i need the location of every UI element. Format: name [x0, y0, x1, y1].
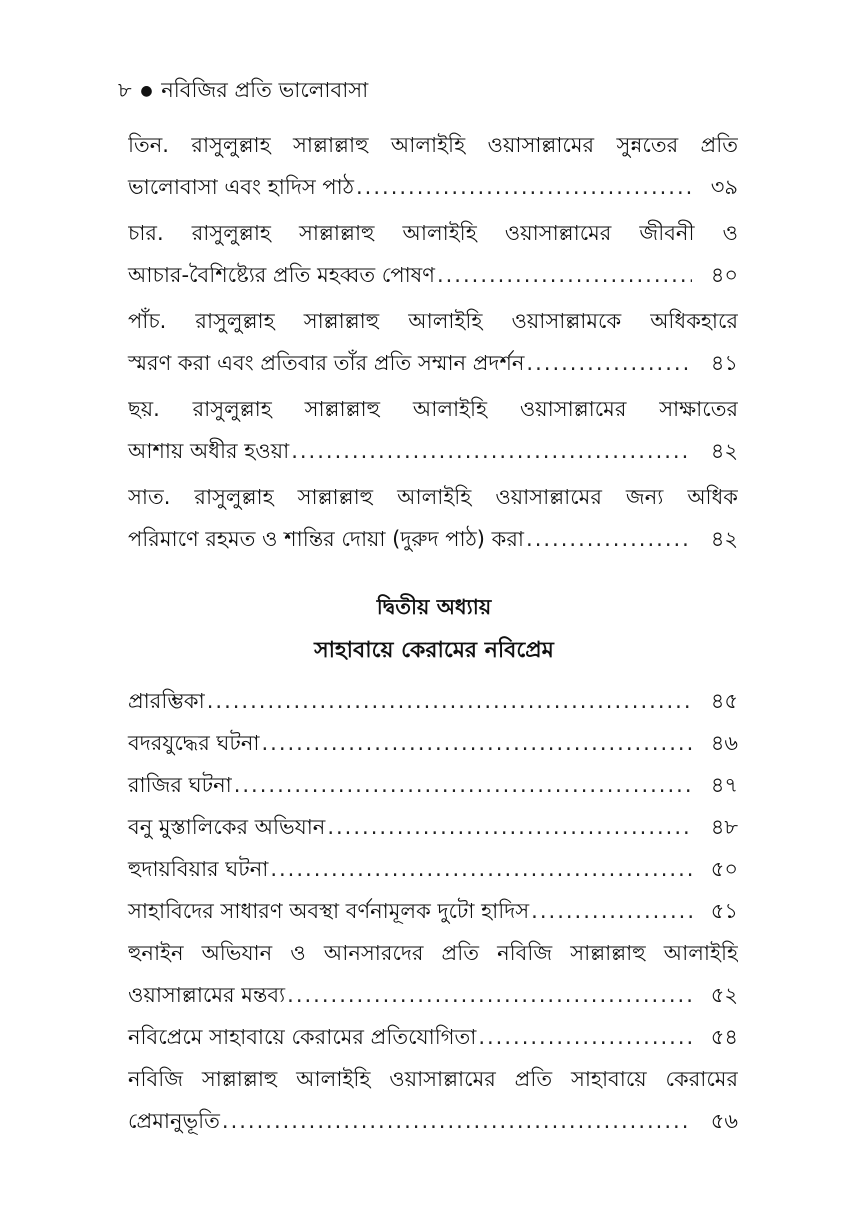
toc-entry-title: সাহাবিদের সাধারণ অবস্থা বর্ণনামূলক দুটো হাদিস	[128, 899, 530, 923]
toc-entry-title: বদরযুদ্ধের ঘটনা	[128, 731, 260, 755]
dot-leader	[437, 254, 692, 296]
dot-leader	[287, 974, 692, 1016]
dot-leader	[207, 680, 692, 722]
toc-entry-title-line-1: চার. রাসুলুল্লাহ সাল্লাল্লাহু আলাইহি ওয়াসাল্লামের জীবনী ও	[128, 221, 738, 245]
chapter-number: দ্বিতীয় অধ্যায়	[376, 595, 492, 619]
toc-entry-page: ৫৬	[710, 1109, 738, 1133]
toc-entry[interactable]	[128, 476, 738, 560]
toc-entry-page: ৪৮	[710, 815, 738, 839]
toc-entry-title: রাজির ঘটনা	[128, 773, 232, 797]
toc-entry[interactable]	[128, 680, 738, 722]
toc-entry-title-line-2: স্মরণ করা এবং প্রতিবার তাঁর প্রতি সম্মান প্রদর্শন	[128, 351, 525, 375]
toc-entry-title-line-1: হুনাইন অভিযান ও আনসারদের প্রতি নবিজি সাল্লাল্লাহু আলাইহি	[128, 941, 738, 965]
toc-entry-page: ৪১	[710, 351, 738, 375]
toc-entry-title-line-1: নবিজি সাল্লাল্লাহু আলাইহি ওয়াসাল্লামের প্রতি সাহাবায়ে কেরামের	[128, 1067, 738, 1091]
dot-leader	[478, 1016, 692, 1058]
toc-entry-page: ৪২	[710, 527, 738, 551]
toc-entry-title: হুদায়বিয়ার ঘটনা	[128, 857, 269, 881]
dot-leader	[291, 430, 692, 472]
toc-entry-page: ৪২	[710, 439, 738, 463]
toc-entry-title-line-2: প্রেমানুভূতি	[128, 1109, 220, 1133]
toc-entry[interactable]	[128, 1016, 738, 1058]
chapter-title: সাহাবায়ে কেরামের নবিপ্রেম	[314, 638, 554, 663]
toc-entry[interactable]	[128, 388, 738, 472]
toc-entry[interactable]	[128, 722, 738, 764]
toc-entry-title-line-2: আশায় অধীর হওয়া	[128, 439, 290, 463]
toc-entry-title-line-1: তিন. রাসুলুল্লাহ সাল্লাল্লাহু আলাইহি ওয়াসাল্লামের সুন্নতের প্রতি	[128, 133, 738, 157]
dot-leader	[327, 806, 692, 848]
toc-entry-title-line-1: পাঁচ. রাসুলুল্লাহ সাল্লাল্লাহু আলাইহি ওয়াসাল্লামকে অধিকহারে	[128, 309, 738, 333]
toc-list-part-2	[128, 680, 738, 1142]
toc-entry[interactable]	[128, 124, 738, 208]
dot-leader	[356, 166, 692, 208]
dot-leader	[526, 342, 692, 384]
toc-entry-page: ৫১	[710, 899, 738, 923]
toc-list-part-1	[128, 124, 738, 564]
toc-entry-page: ৩৯	[710, 175, 738, 199]
toc-entry[interactable]	[128, 300, 738, 384]
dot-leader	[222, 1100, 692, 1142]
toc-entry-title-line-2: ওয়াসাল্লামের মন্তব্য	[128, 983, 286, 1007]
bullet-separator: ●	[140, 83, 153, 99]
toc-entry-title: প্রারম্ভিকা	[128, 689, 205, 713]
toc-entry[interactable]	[128, 212, 738, 296]
toc-entry-page: ৫২	[710, 983, 738, 1007]
toc-entry[interactable]	[128, 932, 738, 1016]
toc-entry[interactable]	[128, 848, 738, 890]
dot-leader	[270, 848, 692, 890]
toc-entry-page: ৪৫	[710, 689, 738, 713]
toc-entry-page: ৪৭	[710, 773, 738, 797]
toc-entry-title-line-2: ভালোবাসা এবং হাদিস পাঠ	[128, 175, 354, 199]
running-head	[118, 76, 368, 105]
dot-leader	[526, 518, 692, 560]
dot-leader	[531, 890, 692, 932]
toc-entry-page: ৫৪	[710, 1025, 738, 1049]
dot-leader	[261, 722, 692, 764]
toc-entry-title: নবিপ্রেমে সাহাবায়ে কেরামের প্রতিযোগিতা	[128, 1025, 477, 1049]
toc-entry-page: ৪০	[710, 263, 738, 287]
toc-entry-page: ৪৬	[710, 731, 738, 755]
toc-entry-title-line-1: সাত. রাসুলুল্লাহ সাল্লাল্লাহু আলাইহি ওয়াসাল্লামের জন্য অধিক	[128, 485, 738, 509]
running-head-title: নবিজির প্রতি ভালোবাসা	[161, 78, 369, 102]
toc-entry[interactable]	[128, 764, 738, 806]
dot-leader	[234, 764, 692, 806]
toc-entry-title-line-1: ছয়. রাসুলুল্লাহ সাল্লাল্লাহু আলাইহি ওয়াসাল্লামের সাক্ষাতের	[128, 397, 738, 421]
toc-entry-title: বনু মুস্তালিকের অভিযান	[128, 815, 326, 839]
toc-entry[interactable]	[128, 806, 738, 848]
toc-entry[interactable]	[128, 1058, 738, 1142]
toc-entry-page: ৫০	[710, 857, 738, 881]
toc-entry-title-line-2: পরিমাণে রহমত ও শান্তির দোয়া (দুরুদ পাঠ) করা	[128, 527, 525, 551]
folio-number: ৮	[118, 78, 132, 102]
toc-entry-title-line-2: আচার-বৈশিষ্ট্যের প্রতি মহব্বত পোষণ	[128, 263, 435, 287]
toc-entry[interactable]	[128, 890, 738, 932]
